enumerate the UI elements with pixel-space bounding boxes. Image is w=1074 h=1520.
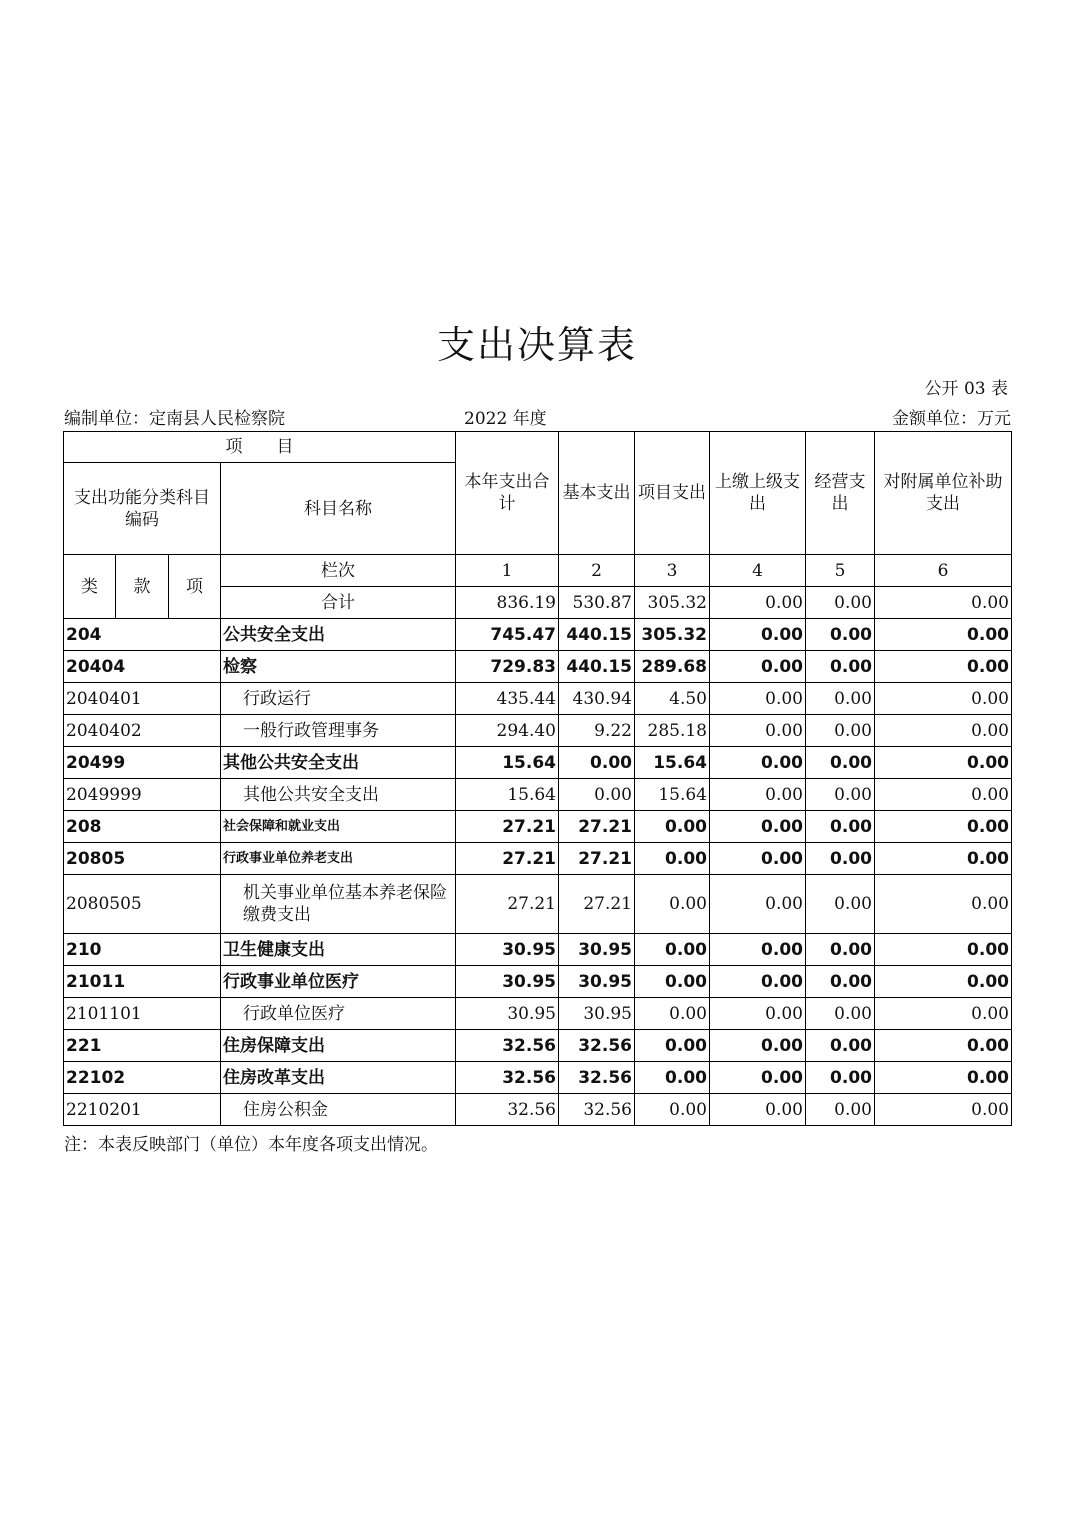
table-row [64, 811, 1012, 843]
row-value: 440.15 [559, 651, 635, 683]
row-name: 公共安全支出 [221, 619, 456, 651]
table-row [64, 966, 1012, 998]
row-value: 435.44 [456, 683, 559, 715]
total-value: 0.00 [875, 587, 1012, 619]
row-value: 0.00 [875, 619, 1012, 651]
row-value: 30.95 [456, 998, 559, 1030]
total-value: 836.19 [456, 587, 559, 619]
table-row [64, 998, 1012, 1030]
row-value: 32.56 [456, 1030, 559, 1062]
row-name: 行政事业单位养老支出 [221, 843, 456, 875]
total-value: 0.00 [806, 587, 875, 619]
row-value: 0.00 [875, 1094, 1012, 1126]
row-value: 0.00 [710, 934, 806, 966]
row-name: 其他公共安全支出 [221, 747, 456, 779]
row-name: 其他公共安全支出 [221, 779, 456, 811]
row-value: 0.00 [875, 934, 1012, 966]
header-lanci: 栏次 [221, 555, 456, 587]
row-value: 0.00 [635, 811, 710, 843]
row-value: 0.00 [635, 1062, 710, 1094]
row-value: 0.00 [806, 875, 875, 934]
row-name: 住房公积金 [221, 1094, 456, 1126]
header-name: 科目名称 [221, 463, 456, 555]
row-value: 0.00 [710, 619, 806, 651]
row-value: 15.64 [635, 747, 710, 779]
row-value: 9.22 [559, 715, 635, 747]
row-value: 32.56 [559, 1030, 635, 1062]
row-value: 0.00 [710, 843, 806, 875]
table-row [64, 747, 1012, 779]
row-code: 2210201 [64, 1094, 221, 1126]
row-value: 0.00 [635, 1030, 710, 1062]
row-value: 0.00 [710, 1030, 806, 1062]
header-code: 支出功能分类科目编码 [64, 463, 221, 555]
row-value: 32.56 [456, 1094, 559, 1126]
row-value: 0.00 [875, 843, 1012, 875]
row-value: 289.68 [635, 651, 710, 683]
row-name: 住房保障支出 [221, 1030, 456, 1062]
row-value: 0.00 [875, 998, 1012, 1030]
table-row [64, 651, 1012, 683]
row-value: 0.00 [806, 1062, 875, 1094]
row-name: 卫生健康支出 [221, 934, 456, 966]
row-value: 32.56 [456, 1062, 559, 1094]
col-num-5: 5 [806, 555, 875, 587]
row-value: 0.00 [635, 934, 710, 966]
meta-line [64, 404, 1011, 428]
row-value: 0.00 [710, 651, 806, 683]
row-code: 221 [64, 1030, 221, 1062]
row-value: 0.00 [806, 811, 875, 843]
table-row [64, 683, 1012, 715]
row-value: 0.00 [559, 747, 635, 779]
row-name: 行政运行 [221, 683, 456, 715]
row-value: 0.00 [806, 843, 875, 875]
row-value: 0.00 [875, 779, 1012, 811]
header-col-4: 上缴上级支出 [710, 432, 806, 555]
header-lei: 类 [64, 555, 116, 619]
col-num-3: 3 [635, 555, 710, 587]
row-value: 27.21 [456, 843, 559, 875]
table-row [64, 934, 1012, 966]
row-name: 住房改革支出 [221, 1062, 456, 1094]
row-value: 294.40 [456, 715, 559, 747]
row-value: 0.00 [806, 998, 875, 1030]
row-value: 0.00 [875, 651, 1012, 683]
row-value: 0.00 [635, 875, 710, 934]
row-value: 30.95 [456, 934, 559, 966]
table-row [64, 619, 1012, 651]
row-name: 社会保障和就业支出 [221, 811, 456, 843]
fiscal-year: 2022 年度 [464, 409, 547, 429]
row-code: 2080505 [64, 875, 221, 934]
row-value: 0.00 [806, 1094, 875, 1126]
header-col-3: 项目支出 [635, 432, 710, 555]
row-code: 20404 [64, 651, 221, 683]
row-value: 30.95 [456, 966, 559, 998]
total-value: 530.87 [559, 587, 635, 619]
col-num-2: 2 [559, 555, 635, 587]
row-value: 0.00 [635, 966, 710, 998]
row-value: 0.00 [875, 875, 1012, 934]
row-value: 32.56 [559, 1094, 635, 1126]
row-value: 0.00 [559, 779, 635, 811]
row-code: 2040402 [64, 715, 221, 747]
row-value: 745.47 [456, 619, 559, 651]
row-value: 0.00 [806, 934, 875, 966]
row-name: 行政事业单位医疗 [221, 966, 456, 998]
row-code: 22102 [64, 1062, 221, 1094]
row-name: 机关事业单位基本养老保险缴费支出 [221, 875, 456, 934]
row-value: 440.15 [559, 619, 635, 651]
row-value: 27.21 [456, 875, 559, 934]
row-code: 210 [64, 934, 221, 966]
table-row [64, 715, 1012, 747]
row-value: 729.83 [456, 651, 559, 683]
row-value: 15.64 [456, 747, 559, 779]
row-value: 0.00 [635, 998, 710, 1030]
row-value: 0.00 [875, 1062, 1012, 1094]
row-value: 0.00 [635, 1094, 710, 1126]
table-row [64, 843, 1012, 875]
row-value: 32.56 [559, 1062, 635, 1094]
row-name: 检察 [221, 651, 456, 683]
compiling-unit: 编制单位：定南县人民检察院 [64, 409, 285, 429]
header-col-5: 经营支出 [806, 432, 875, 555]
row-code: 208 [64, 811, 221, 843]
row-value: 4.50 [635, 683, 710, 715]
row-value: 15.64 [456, 779, 559, 811]
row-code: 20805 [64, 843, 221, 875]
total-value: 0.00 [710, 587, 806, 619]
row-value: 0.00 [875, 715, 1012, 747]
row-code: 2049999 [64, 779, 221, 811]
row-value: 0.00 [710, 715, 806, 747]
row-code: 21011 [64, 966, 221, 998]
row-value: 0.00 [806, 1030, 875, 1062]
row-value: 0.00 [806, 966, 875, 998]
row-value: 430.94 [559, 683, 635, 715]
col-num-1: 1 [456, 555, 559, 587]
table-row [64, 1094, 1012, 1126]
row-value: 0.00 [710, 683, 806, 715]
table-row [64, 875, 1012, 934]
row-value: 0.00 [806, 779, 875, 811]
row-value: 27.21 [559, 811, 635, 843]
row-value: 0.00 [806, 651, 875, 683]
total-value: 305.32 [635, 587, 710, 619]
page-title: 支出决算表 [436, 323, 637, 367]
row-value: 27.21 [456, 811, 559, 843]
row-value: 0.00 [806, 683, 875, 715]
header-col-2: 基本支出 [559, 432, 635, 555]
row-value: 0.00 [806, 619, 875, 651]
row-value: 0.00 [806, 715, 875, 747]
amount-unit: 金额单位：万元 [892, 409, 1011, 429]
row-code: 2040401 [64, 683, 221, 715]
header-xiang: 项 [169, 555, 221, 619]
row-value: 0.00 [875, 747, 1012, 779]
row-value: 27.21 [559, 843, 635, 875]
col-num-4: 4 [710, 555, 806, 587]
expenditure-table [63, 431, 1012, 1126]
table-row [64, 1062, 1012, 1094]
row-name: 行政单位医疗 [221, 998, 456, 1030]
row-value: 0.00 [875, 1030, 1012, 1062]
header-kuan: 款 [116, 555, 169, 619]
row-value: 27.21 [559, 875, 635, 934]
row-value: 30.95 [559, 998, 635, 1030]
row-value: 0.00 [875, 811, 1012, 843]
header-col-6: 对附属单位补助支出 [875, 432, 1012, 555]
row-value: 0.00 [875, 683, 1012, 715]
row-value: 0.00 [710, 747, 806, 779]
row-value: 30.95 [559, 966, 635, 998]
row-value: 0.00 [710, 811, 806, 843]
row-value: 0.00 [875, 966, 1012, 998]
row-value: 0.00 [710, 966, 806, 998]
footnote: 注：本表反映部门（单位）本年度各项支出情况。 [64, 1135, 438, 1155]
row-name: 一般行政管理事务 [221, 715, 456, 747]
form-number: 公开 03 表 [924, 379, 1008, 399]
row-value: 15.64 [635, 779, 710, 811]
header-col-1: 本年支出合计 [456, 432, 559, 555]
row-value: 0.00 [710, 998, 806, 1030]
row-code: 20499 [64, 747, 221, 779]
row-value: 30.95 [559, 934, 635, 966]
row-code: 2101101 [64, 998, 221, 1030]
col-num-6: 6 [875, 555, 1012, 587]
header-item: 项 目 [64, 432, 456, 463]
row-value: 0.00 [710, 875, 806, 934]
row-code: 204 [64, 619, 221, 651]
row-value: 0.00 [710, 1094, 806, 1126]
row-value: 0.00 [710, 1062, 806, 1094]
table-row [64, 779, 1012, 811]
row-value: 0.00 [806, 747, 875, 779]
row-value: 0.00 [710, 779, 806, 811]
total-label: 合计 [221, 587, 456, 619]
row-value: 305.32 [635, 619, 710, 651]
row-value: 0.00 [635, 843, 710, 875]
row-value: 285.18 [635, 715, 710, 747]
table-row [64, 1030, 1012, 1062]
